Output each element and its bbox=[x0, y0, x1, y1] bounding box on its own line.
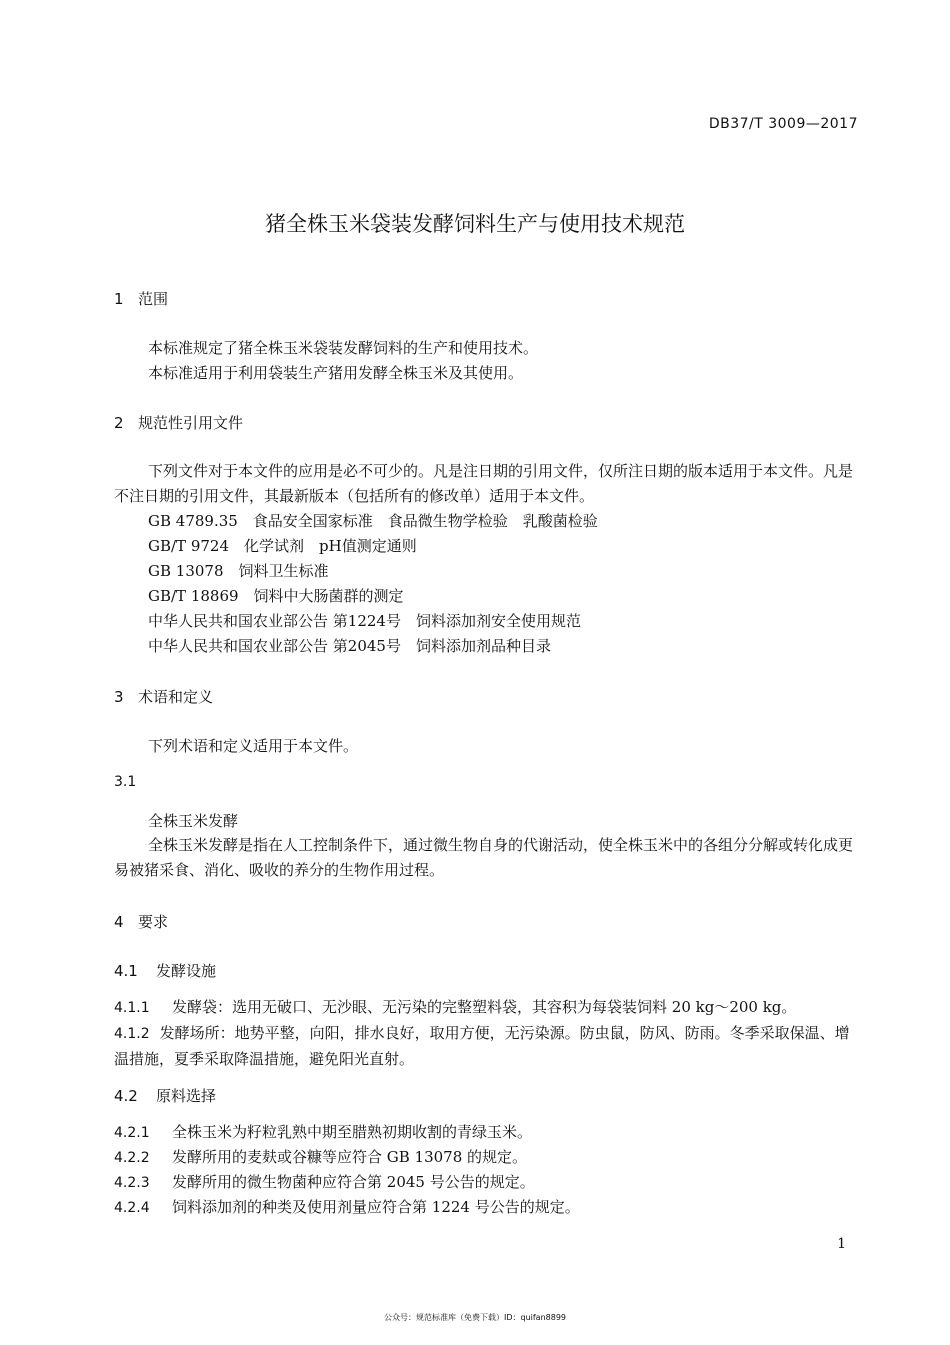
clause-4-1-2 bbox=[114, 1021, 860, 1072]
section-number: 1 bbox=[114, 290, 124, 308]
reference-item: 中华人民共和国农业部公告 第2045号 饲料添加剂品种目录 bbox=[148, 637, 551, 655]
clause-text: 饲料添加剂的种类及使用剂量应符合第 1224 号公告的规定。 bbox=[172, 1198, 580, 1216]
reference-item: GB 13078 饲料卫生标准 bbox=[148, 562, 329, 580]
section-title: 要求 bbox=[138, 913, 169, 931]
clause-4-2-3 bbox=[114, 1171, 535, 1192]
paragraph: 本标准规定了猪全株玉米袋装发酵饲料的生产和使用技术。 bbox=[148, 339, 539, 357]
section-number: 3 bbox=[114, 688, 124, 706]
reference-item: GB/T 9724 化学试剂 pH值测定通则 bbox=[148, 537, 417, 555]
clause-4-2-4 bbox=[114, 1196, 580, 1217]
clause-number: 4.2.3 bbox=[114, 1175, 150, 1191]
clause-text: 全株玉米为籽粒乳熟中期至腊熟初期收割的青绿玉米。 bbox=[172, 1123, 533, 1141]
term-name: 全株玉米发酵 bbox=[148, 812, 239, 830]
subsection-4-1-heading bbox=[114, 960, 216, 981]
reference-item: GB/T 18869 饲料中大肠菌群的测定 bbox=[148, 587, 404, 605]
clause-4-1-1 bbox=[114, 996, 796, 1017]
clause-4-2-1 bbox=[114, 1121, 532, 1142]
clause-text: 发酵所用的微生物菌种应符合第 2045 号公告的规定。 bbox=[172, 1173, 535, 1191]
section-number: 2 bbox=[114, 414, 124, 432]
clause-number: 4.1.1 bbox=[114, 1000, 150, 1016]
paragraph: 本标准适用于利用袋装生产猪用发酵全株玉米及其使用。 bbox=[148, 364, 524, 382]
clause-text: 发酵所用的麦麸或谷糠等应符合 GB 13078 的规定。 bbox=[172, 1148, 528, 1166]
clause-number: 4.2.2 bbox=[114, 1150, 150, 1166]
document-number: DB37/T 3009—2017 bbox=[708, 116, 858, 132]
clause-4-2-2 bbox=[114, 1146, 527, 1167]
subsection-title: 原料选择 bbox=[156, 1087, 217, 1105]
section-4-heading bbox=[114, 911, 168, 932]
term-number: 3.1 bbox=[114, 774, 137, 790]
section-3-heading bbox=[114, 686, 213, 707]
section-number: 4 bbox=[114, 913, 124, 931]
clause-number: 4.2.1 bbox=[114, 1125, 150, 1141]
reference-item: 中华人民共和国农业部公告 第1224号 饲料添加剂安全使用规范 bbox=[148, 612, 581, 630]
reference-item: GB 4789.35 食品安全国家标准 食品微生物学检验 乳酸菌检验 bbox=[148, 512, 598, 530]
section-title: 规范性引用文件 bbox=[138, 414, 244, 432]
document-title: 猪全株玉米袋装发酵饲料生产与使用技术规范 bbox=[265, 212, 685, 236]
clause-text: 发酵袋：选用无破口、无沙眼、无污染的完整塑料袋，其容积为每袋装饲料 20 kg～200 kg。 bbox=[172, 998, 797, 1016]
section-1-heading bbox=[114, 288, 168, 309]
subsection-4-2-heading bbox=[114, 1085, 216, 1106]
section-title: 范围 bbox=[138, 290, 169, 308]
clause-number: 4.1.2 bbox=[114, 1026, 150, 1042]
subsection-number: 4.2 bbox=[114, 1087, 138, 1105]
section-title: 术语和定义 bbox=[138, 688, 214, 706]
paragraph: 下列文件对于本文件的应用是必不可少的。凡是注日期的引用文件，仅所注日期的版本适用于本文件。凡是不注日期的引用文件，其最新版本（包括所有的修改单）适用于本文件。 bbox=[114, 462, 854, 505]
subsection-number: 4.1 bbox=[114, 962, 138, 980]
clause-number: 4.2.4 bbox=[114, 1200, 150, 1216]
section-2-heading bbox=[114, 412, 243, 433]
page-number: 1 bbox=[837, 1236, 846, 1252]
footer-watermark: 公众号：规范标准库（免费下载）ID：quifan8899 bbox=[383, 1313, 567, 1322]
term-definition: 全株玉米发酵是指在人工控制条件下，通过微生物自身的代谢活动，使全株玉米中的各组分分解或转化成更易被猪采食、消化、吸收的养分的生物作用过程。 bbox=[114, 836, 854, 879]
subsection-title: 发酵设施 bbox=[156, 962, 217, 980]
clause-text: 发酵场所：地势平整，向阳，排水良好，取用方便，无污染源。防虫鼠，防风、防雨。冬季采取保温、增温措施，夏季采取降温措施，避免阳光直射。 bbox=[114, 1024, 850, 1068]
paragraph: 下列术语和定义适用于本文件。 bbox=[148, 737, 359, 755]
